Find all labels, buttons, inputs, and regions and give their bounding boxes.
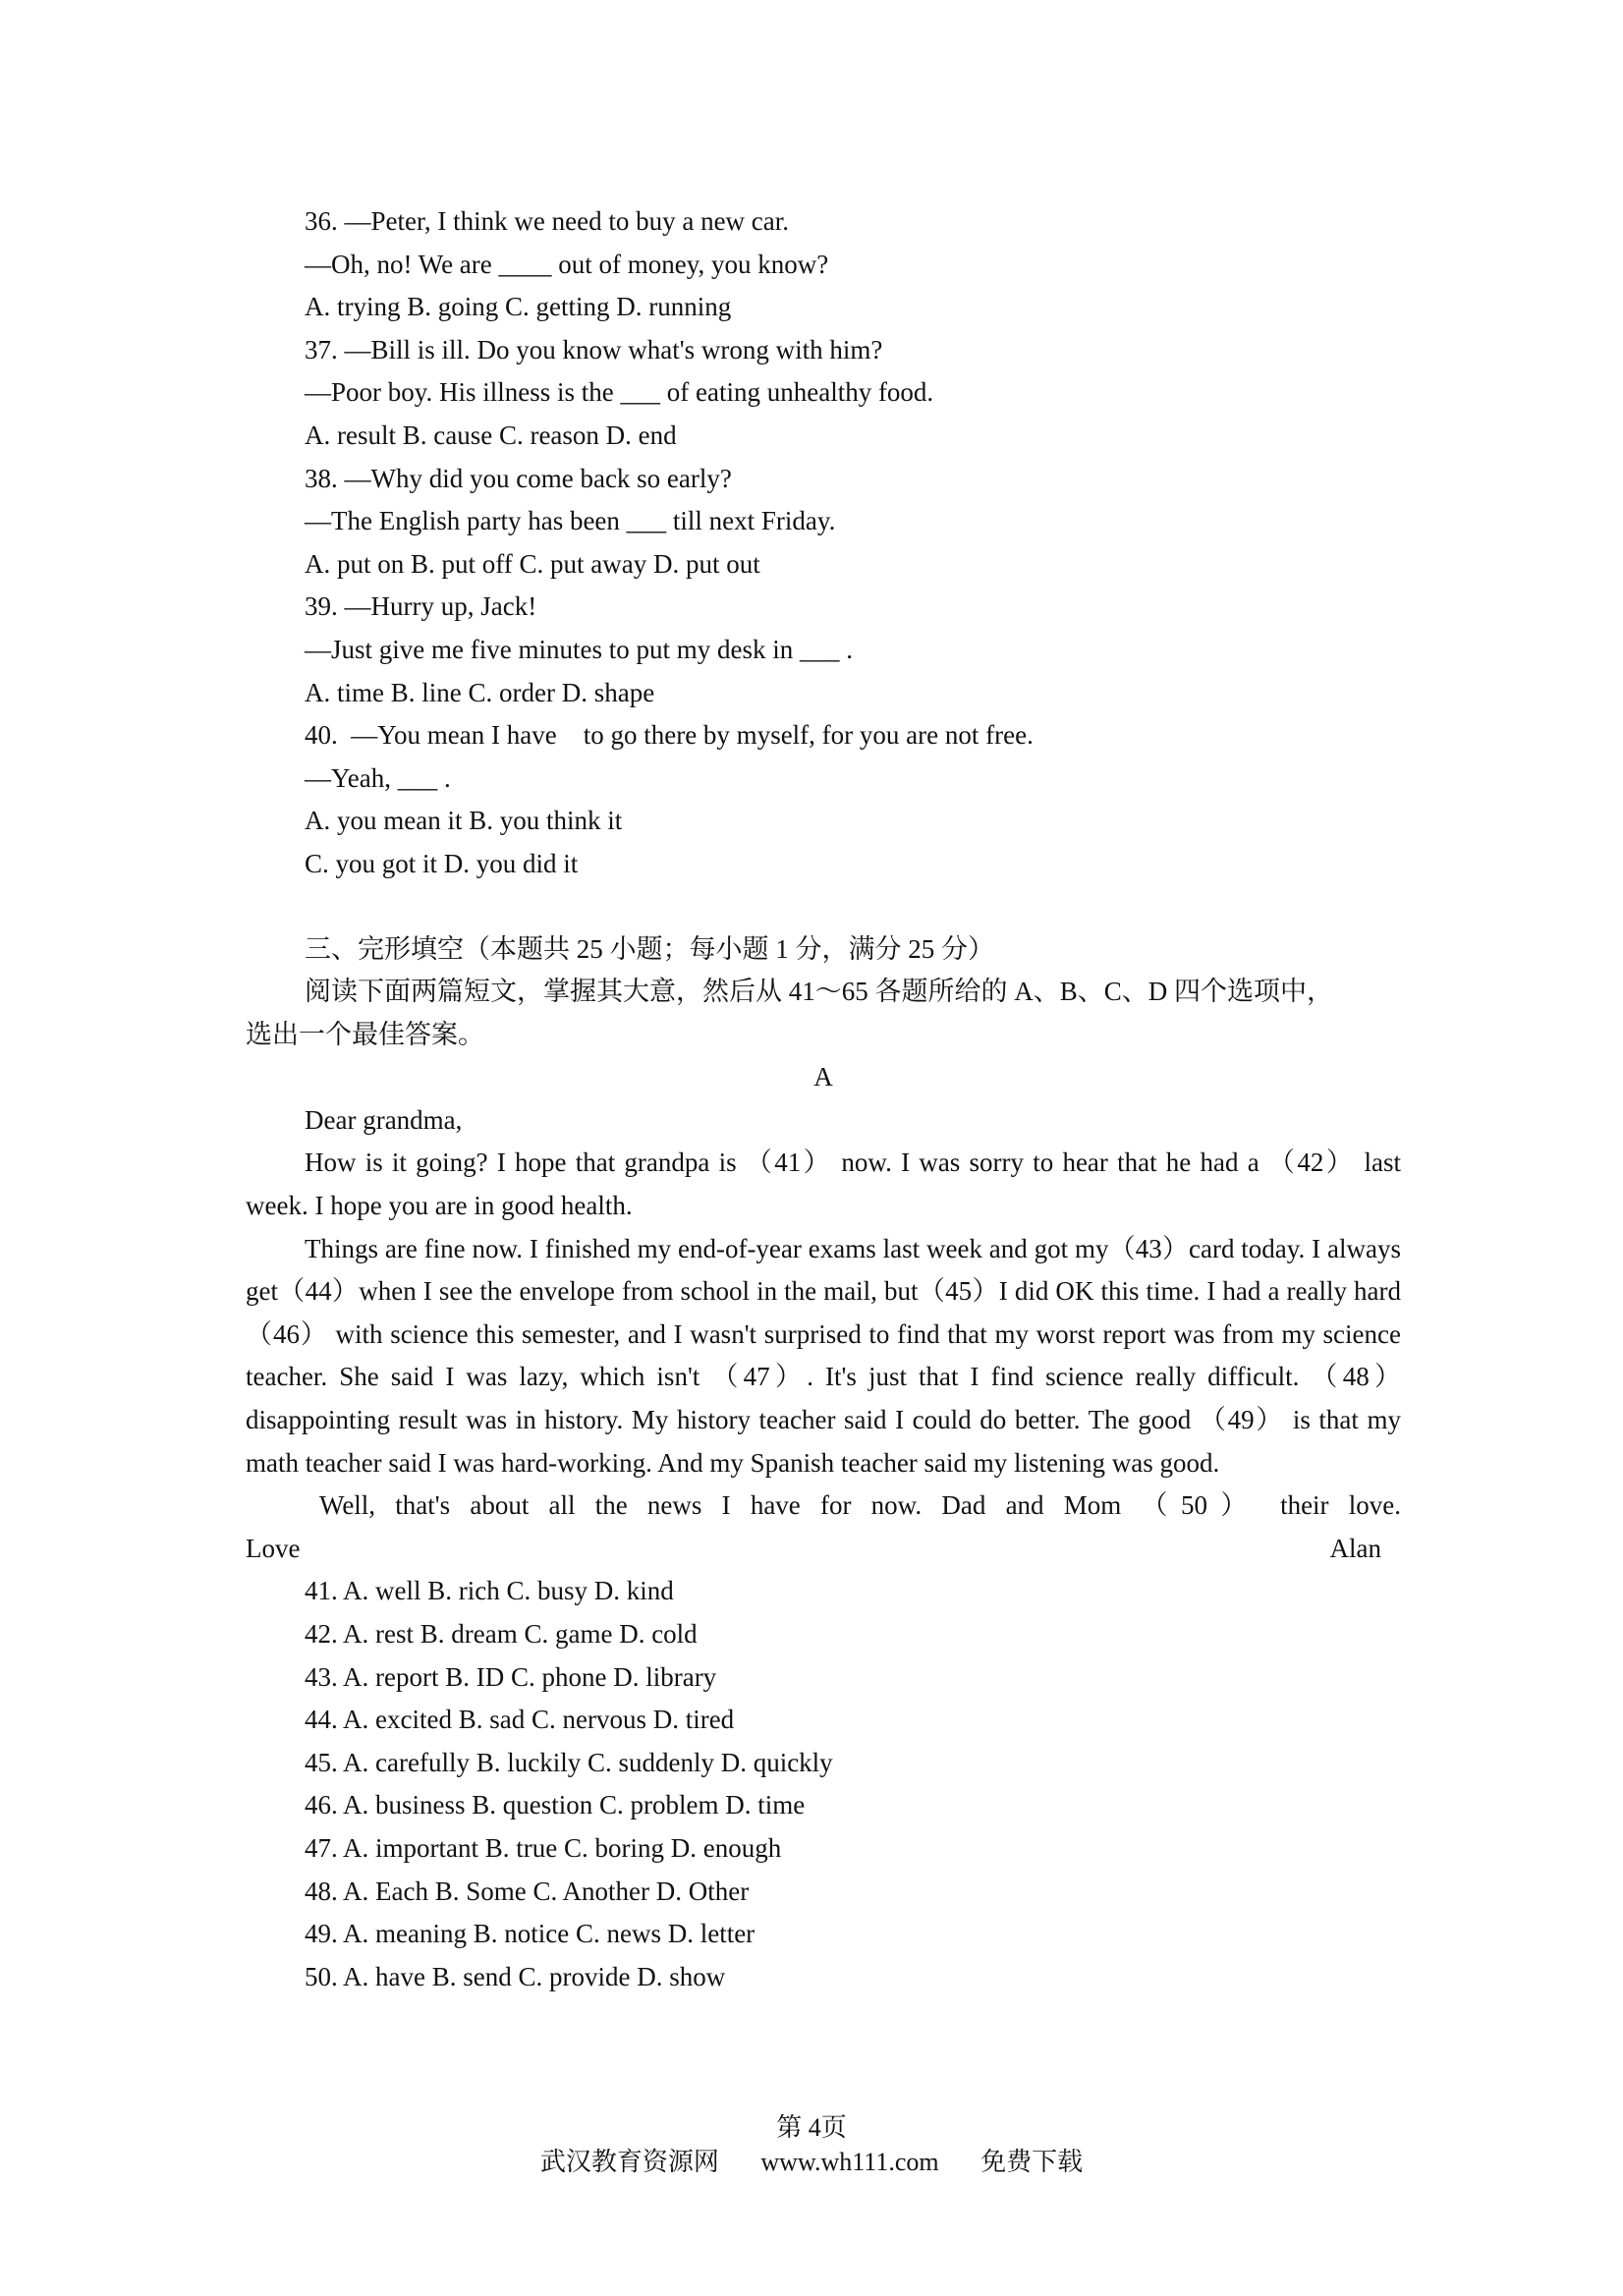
- question-39: [246, 586, 1401, 714]
- section-instruction: 阅读下面两篇短文，掌握其大意，然后从 41～65 各题所给的 A、B、C、D 四个选项中，: [305, 977, 1334, 1007]
- question-stem: 40. —You mean I have to go there by myself, for you are not free.: [305, 720, 1034, 751]
- letter-paragraph: Things are fine now. I finished my end-of-year exams last week and got my（43）card today. I always get（44）when I see the envelope from school in the mail, but（45）I did OK this time. I had a really hard （46） with science this semester, and I wasn't surprised to find that my worst report was from my science teacher. She said I was lazy, which isn't （47）. It's just that I find science really difficult. （48） disappointing result was in history. My history teacher said I could do better. The good （49） is that my math teacher said I was hard-working. And my Spanish teacher said my listening was good.: [246, 1233, 1401, 1478]
- cloze-options-list: [246, 1570, 1401, 1998]
- question-38: [246, 458, 1401, 587]
- letter-paragraph: Well, that's about all the news I have for now. Dad and Mom （50） their love.: [319, 1490, 1401, 1521]
- question-stem: 39. —Hurry up, Jack!: [305, 591, 537, 622]
- footer-site-url[interactable]: www.wh111.com: [760, 2148, 939, 2176]
- question-options: A. time B. line C. order D. shape: [305, 677, 655, 707]
- section-heading: 三、完形填空（本题共 25 小题；每小题 1 分，满分 25 分）: [305, 933, 994, 964]
- question-reply: —Just give me five minutes to put my desk in ___ .: [305, 634, 853, 664]
- question-options: C. you got it D. you did it: [305, 848, 579, 878]
- question-stem: 36. —Peter, I think we need to buy a new car.: [305, 206, 790, 236]
- list-item: 42. A. rest B. dream C. game D. cold: [305, 1619, 698, 1649]
- letter-signature: Alan: [1329, 1533, 1381, 1563]
- list-item: 49. A. meaning B. notice C. news D. letter: [305, 1919, 756, 1949]
- list-item: 48. A. Each B. Some C. Another D. Other: [305, 1876, 750, 1906]
- footer-site-name: 武汉教育资源网: [539, 2148, 719, 2176]
- question-options: A. result B. cause C. reason D. end: [305, 420, 677, 450]
- question-options: A. trying B. going C. getting D. running: [305, 292, 732, 322]
- footer-site-line: [0, 2142, 1623, 2178]
- question-options: A. you mean it B. you think it: [305, 806, 623, 836]
- letter-signoff: [246, 1528, 1401, 1571]
- list-item: 47. A. important B. true C. boring D. enough: [305, 1832, 782, 1863]
- list-item: 46. A. business B. question C. problem D. time: [305, 1790, 806, 1820]
- letter-closing: Love: [246, 1533, 301, 1563]
- section-cloze: [246, 928, 1401, 1999]
- page-number: 第 4页: [776, 2113, 847, 2142]
- passage-label: A: [813, 1062, 833, 1092]
- question-stem: 37. —Bill is ill. Do you know what's wrong with him?: [305, 334, 883, 364]
- letter-greeting: Dear grandma,: [305, 1104, 463, 1135]
- list-item: 43. A. report B. ID C. phone D. library: [305, 1661, 717, 1692]
- list-item: 45. A. carefully B. luckily C. suddenly D. quickly: [305, 1747, 833, 1777]
- question-40: [246, 714, 1401, 885]
- question-stem: 38. —Why did you come back so early?: [305, 463, 732, 493]
- question-options: A. put on B. put off C. put away D. put out: [305, 548, 760, 579]
- list-item: 41. A. well B. rich C. busy D. kind: [305, 1576, 674, 1606]
- exam-page-content: [246, 200, 1401, 1998]
- list-item: 44. A. excited B. sad C. nervous D. tired: [305, 1705, 735, 1735]
- question-reply: —Poor boy. His illness is the ___ of eating unhealthy food.: [305, 377, 934, 408]
- section-instruction-cont: 选出一个最佳答案。: [246, 1019, 484, 1049]
- question-37: [246, 329, 1401, 458]
- question-reply: —The English party has been ___ till next Friday.: [305, 506, 836, 536]
- question-reply: —Oh, no! We are ____ out of money, you know?: [305, 249, 829, 279]
- list-item: 50. A. have B. send C. provide D. show: [305, 1961, 726, 1991]
- footer-download: 免费下载: [980, 2148, 1084, 2176]
- letter-paragraph: How is it going? I hope that grandpa is （41） now. I was sorry to hear that he had a （42） last week. I hope you are in good health.: [246, 1148, 1401, 1221]
- question-36: [246, 200, 1401, 329]
- question-reply: —Yeah, ___ .: [305, 762, 451, 793]
